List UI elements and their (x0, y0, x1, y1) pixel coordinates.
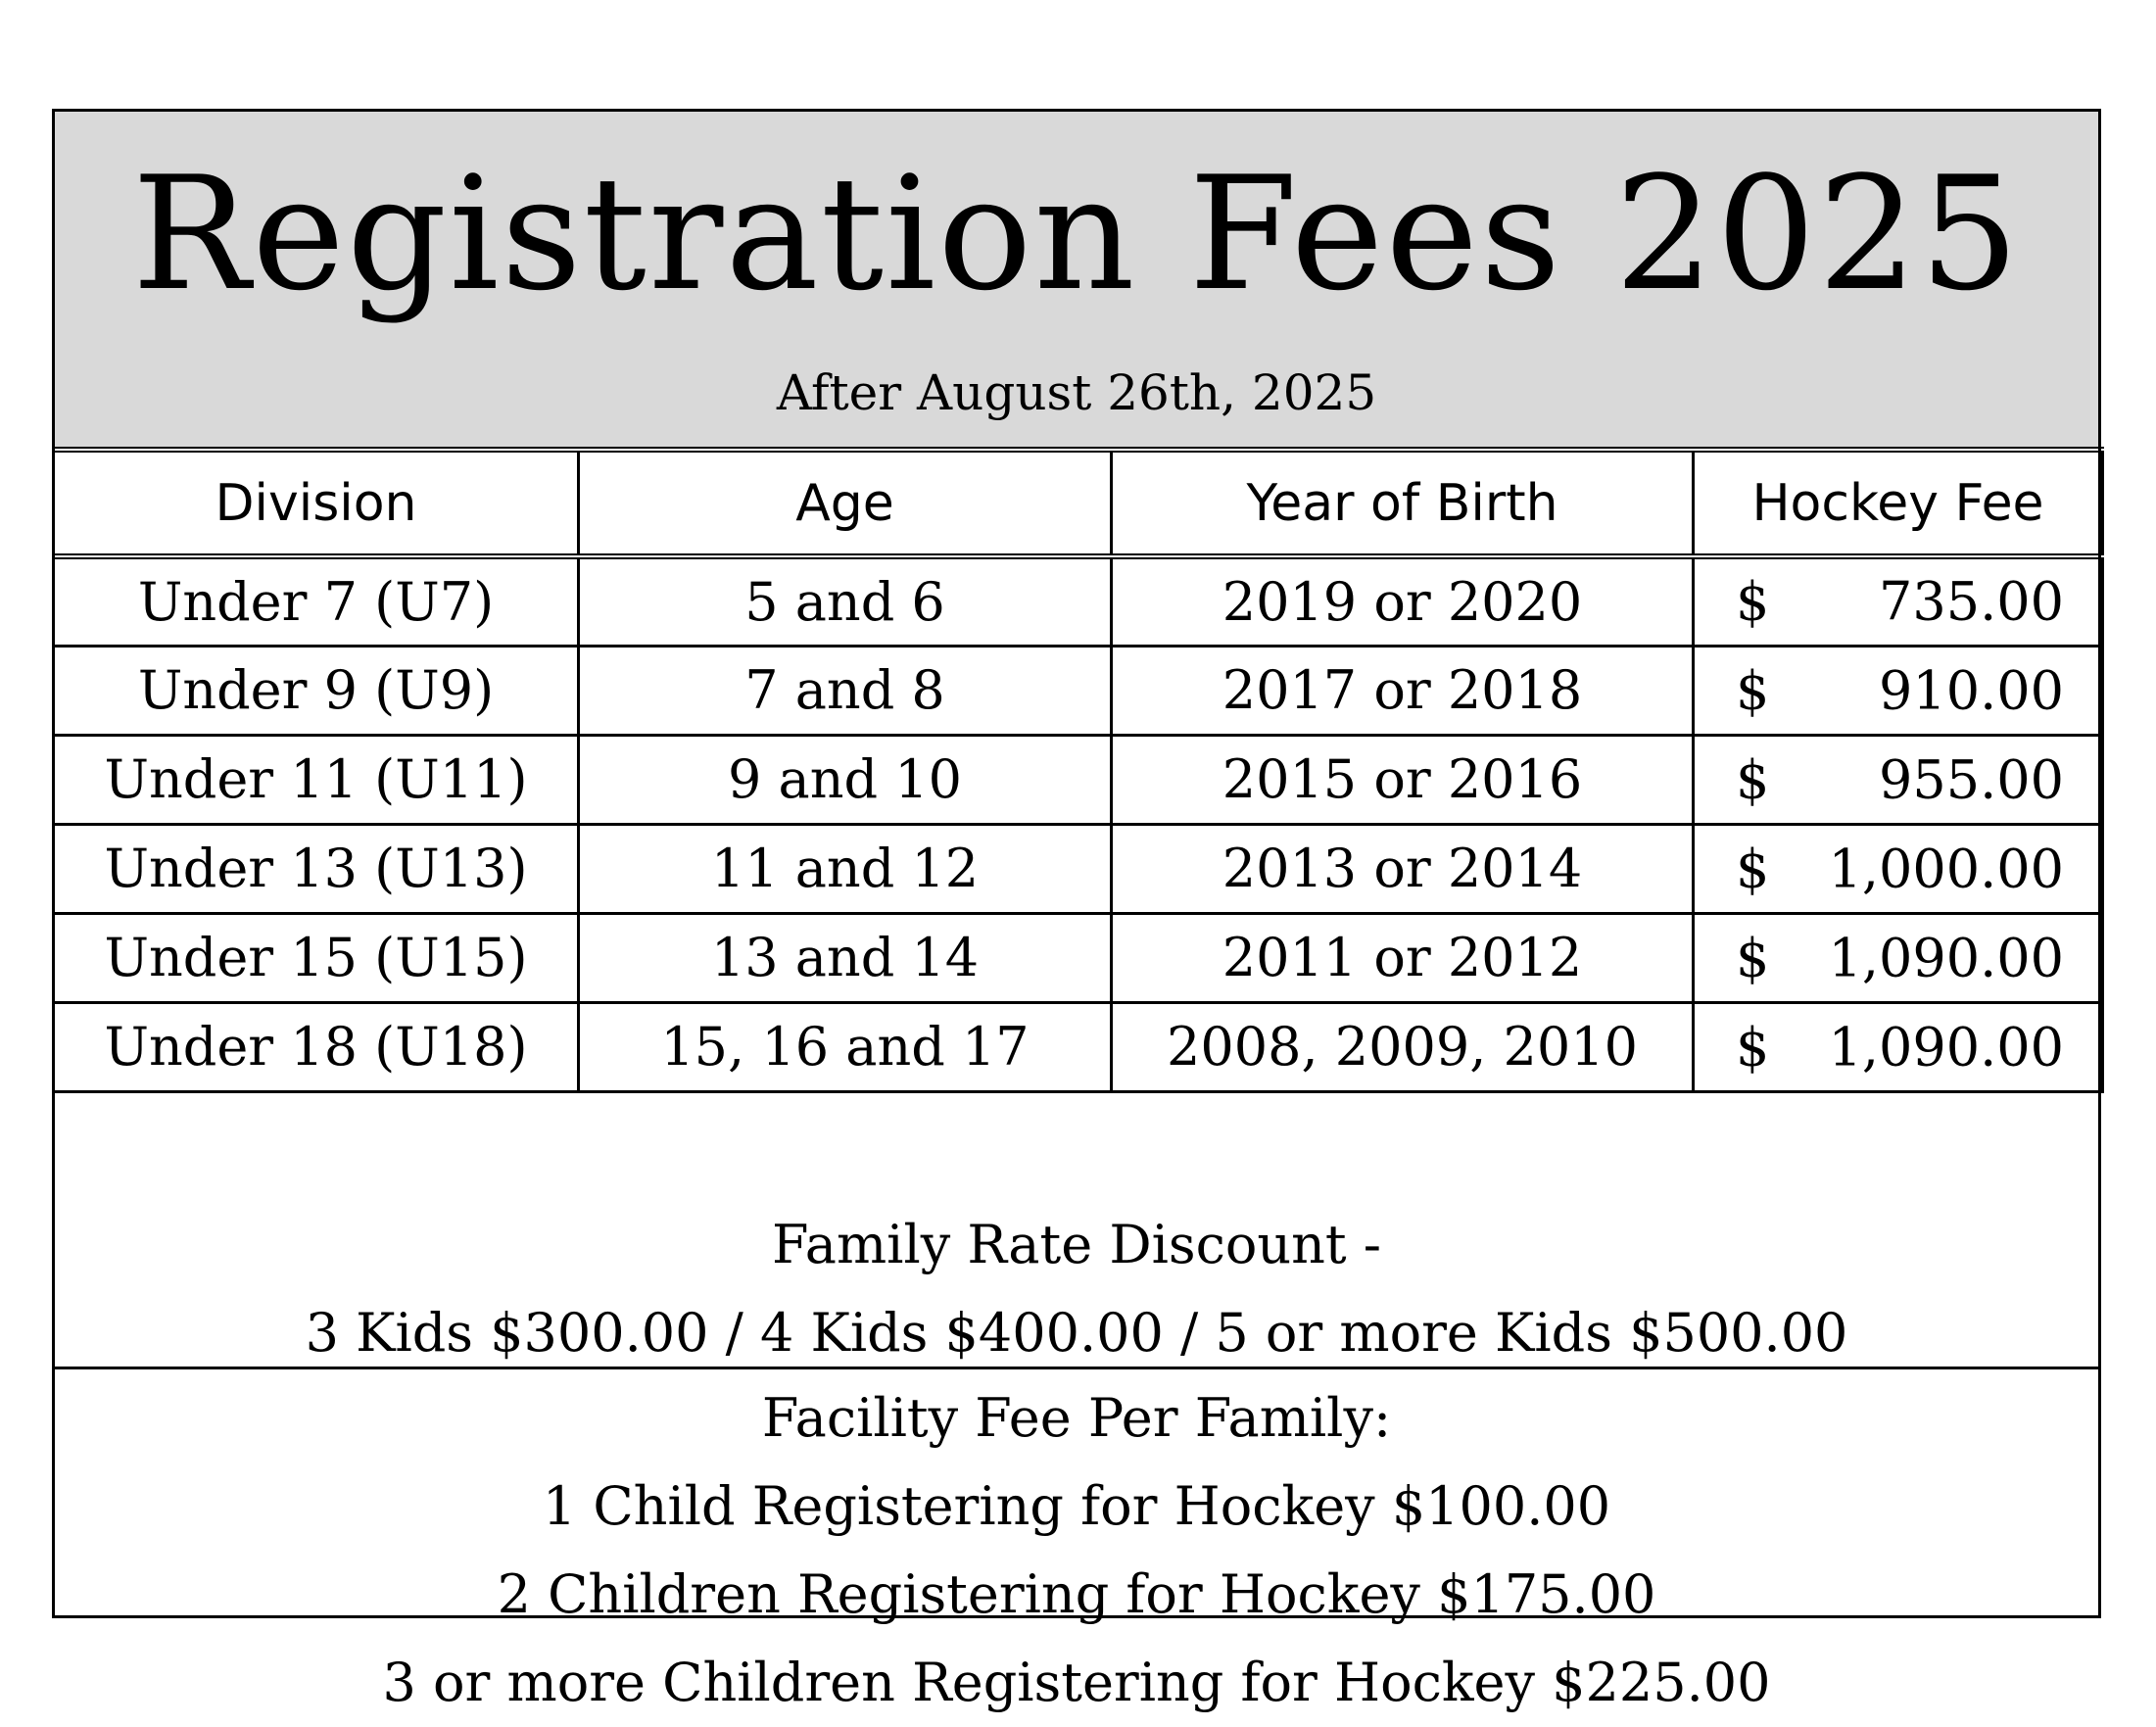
year-of-birth-cell: 2013 or 2014 (1112, 824, 1694, 913)
division-cell: Under 11 (U11) (54, 735, 579, 824)
facility-fee-line: 3 or more Children Registering for Hockey $225.00 (382, 1652, 1771, 1713)
page-title: Registration Fees 2025 (131, 142, 2022, 325)
year-of-birth-cell: 2015 or 2016 (1112, 735, 1694, 824)
title-banner (55, 112, 2098, 447)
currency-symbol: $ (1736, 748, 1770, 810)
table-row (54, 824, 2103, 913)
fee-cell (1694, 913, 2103, 1002)
year-of-birth-cell: 2017 or 2018 (1112, 646, 1694, 735)
currency-symbol: $ (1736, 570, 1770, 633)
table-row (54, 556, 2103, 646)
fee-amount: 910.00 (1879, 659, 2064, 721)
facility-fee-heading: Facility Fee Per Family: (761, 1387, 1392, 1449)
table-row (54, 913, 2103, 1002)
registration-fees-sheet (52, 109, 2101, 1713)
fee-amount: 1,090.00 (1828, 1016, 2064, 1078)
year-of-birth-cell: 2008, 2009, 2010 (1112, 1002, 1694, 1091)
fee-cell (1694, 1002, 2103, 1091)
family-discount-heading: Family Rate Discount - (771, 1214, 1382, 1275)
age-cell: 7 and 8 (579, 646, 1112, 735)
age-cell: 5 and 6 (579, 556, 1112, 646)
fee-cell (1694, 646, 2103, 735)
page-subtitle: After August 26th, 2025 (776, 364, 1377, 421)
year-of-birth-cell: 2019 or 2020 (1112, 556, 1694, 646)
year-of-birth-cell: 2011 or 2012 (1112, 913, 1694, 1002)
fee-amount: 955.00 (1879, 748, 2064, 810)
facility-fee-section (55, 1369, 2098, 1727)
header-hockey-fee: Hockey Fee (1694, 450, 2103, 556)
facility-fee-line: 1 Child Registering for Hockey $100.00 (542, 1475, 1611, 1537)
fees-table (52, 447, 2104, 1093)
header-age: Age (579, 450, 1112, 556)
division-cell: Under 18 (U18) (54, 1002, 579, 1091)
family-discount-section (55, 1191, 2098, 1369)
table-row (54, 646, 2103, 735)
currency-symbol: $ (1736, 1016, 1770, 1078)
fee-cell (1694, 735, 2103, 824)
table-header-row (54, 450, 2103, 556)
age-cell: 15, 16 and 17 (579, 1002, 1112, 1091)
currency-symbol: $ (1736, 927, 1770, 988)
header-division: Division (54, 450, 579, 556)
fee-cell (1694, 824, 2103, 913)
age-cell: 9 and 10 (579, 735, 1112, 824)
division-cell: Under 15 (U15) (54, 913, 579, 1002)
division-cell: Under 13 (U13) (54, 824, 579, 913)
table-row (54, 1002, 2103, 1091)
fee-amount: 1,090.00 (1828, 927, 2064, 988)
fee-amount: 1,000.00 (1828, 838, 2064, 899)
facility-fee-line: 2 Children Registering for Hockey $175.00 (497, 1563, 1656, 1625)
currency-symbol: $ (1736, 838, 1770, 899)
division-cell: Under 9 (U9) (54, 646, 579, 735)
fee-cell (1694, 556, 2103, 646)
header-year-of-birth: Year of Birth (1112, 450, 1694, 556)
age-cell: 13 and 14 (579, 913, 1112, 1002)
division-cell: Under 7 (U7) (54, 556, 579, 646)
fee-notes (55, 1191, 2098, 1727)
age-cell: 11 and 12 (579, 824, 1112, 913)
currency-symbol: $ (1736, 659, 1770, 721)
fee-amount: 735.00 (1879, 570, 2064, 633)
family-discount-rates: 3 Kids $300.00 / 4 Kids $400.00 / 5 or more Kids $500.00 (305, 1302, 1848, 1364)
table-row (54, 735, 2103, 824)
